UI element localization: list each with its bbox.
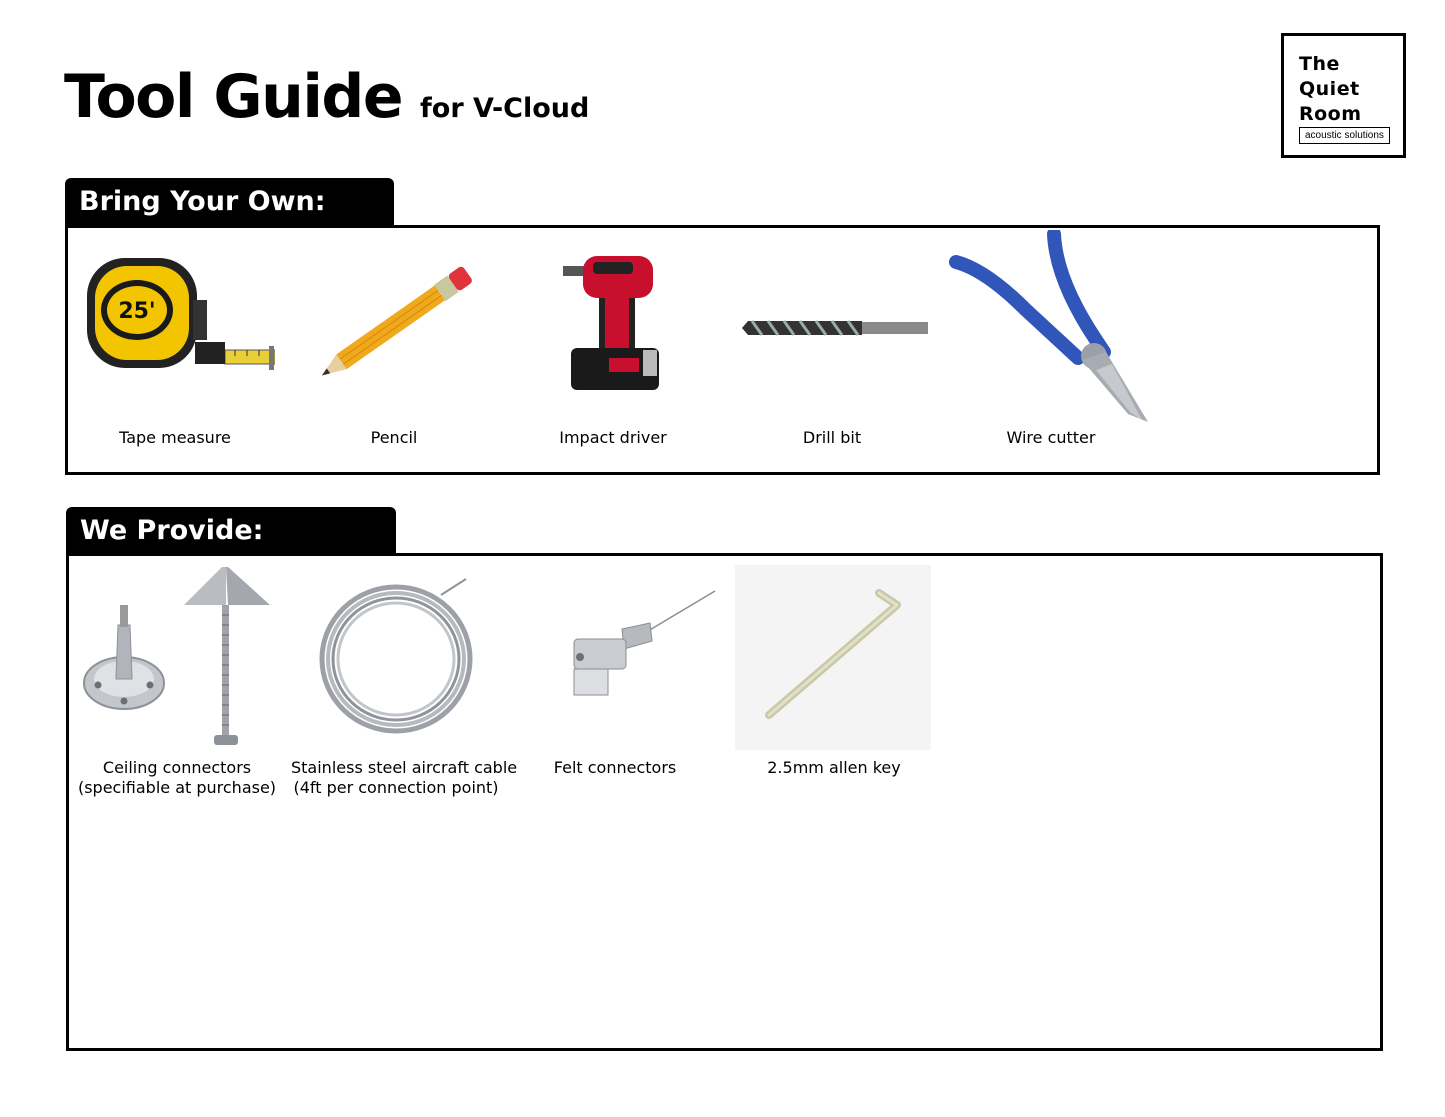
logo-line-1: The [1299,53,1340,75]
tool-item-wire-cutter [946,230,1156,448]
pencil-icon [294,250,494,400]
tool-label-tape-measure: Tape measure [119,428,231,447]
section-heading-bring-your-own: Bring Your Own: [65,178,394,227]
tool-item-impact-driver [508,250,718,448]
tool-label-drill-bit: Drill bit [802,428,862,447]
ceiling-connector-icon [72,565,282,750]
tool-item-pencil [289,250,499,448]
drill-bit-icon [732,250,932,400]
wire-cutter-icon [946,230,1156,430]
page-header [64,62,589,132]
provided-item-allen-key [729,565,939,778]
felt-connector-icon [510,565,720,750]
svg-text:25': 25' [118,299,156,324]
provided-label-ceiling-connectors-line1: Ceiling connectors [102,758,252,777]
logo-line-2: Quiet [1299,78,1360,100]
impact-driver-icon [513,250,713,400]
tool-label-impact-driver: Impact driver [559,428,667,447]
page-title: Tool Guide [64,62,403,132]
provided-label-allen-key: 2.5mm allen key [767,758,901,777]
tool-item-tape-measure [70,250,280,448]
tool-label-pencil: Pencil [370,428,418,447]
tool-label-wire-cutter: Wire cutter [1006,428,1096,447]
tape-measure-icon [75,250,275,400]
provided-label-ceiling-connectors-line2: (specifiable at purchase) [77,778,277,797]
brand-logo [1281,33,1406,158]
provided-label-felt-connectors: Felt connectors [553,758,677,777]
section-heading-we-provide: We Provide: [66,507,396,556]
logo-line-3: Room [1299,103,1362,125]
logo-tagline: acoustic solutions [1299,127,1390,144]
page-subtitle: for V-Cloud [420,93,590,124]
provided-label-aircraft-cable-line2: (4ft per connection point) [293,778,499,797]
provided-item-aircraft-cable [291,565,518,798]
cable-coil-icon [291,565,501,750]
provided-label-aircraft-cable-line1: Stainless steel aircraft cable [291,758,518,777]
allen-key-icon [729,565,939,750]
provided-item-felt-connectors [510,565,720,778]
provided-item-ceiling-connectors [72,565,282,798]
tool-item-drill-bit [727,250,937,448]
